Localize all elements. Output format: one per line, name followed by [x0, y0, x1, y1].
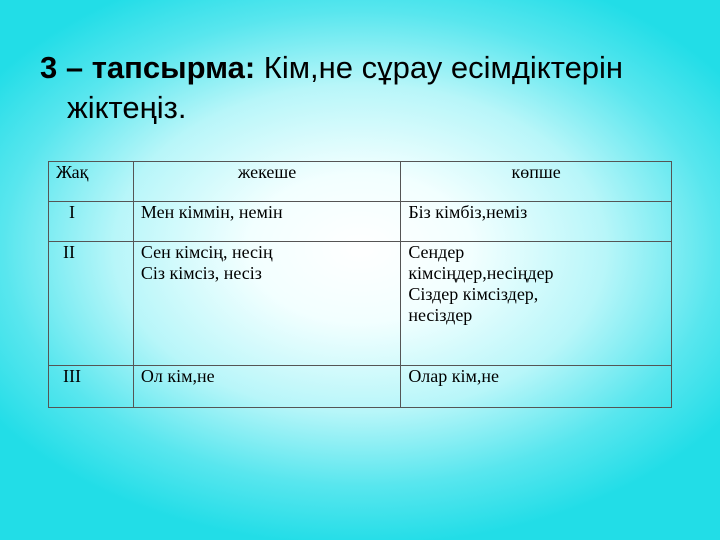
plural-cell — [401, 242, 672, 366]
title-line-1 — [40, 48, 690, 88]
task-title — [40, 48, 690, 128]
singular-cell — [133, 202, 400, 242]
header-plural: көпше — [401, 162, 672, 202]
header-person: Жақ — [49, 162, 134, 202]
singular-line: Мен кіммін, немін — [140, 202, 283, 222]
plural-cell — [401, 366, 672, 408]
person-cell: II — [49, 242, 134, 366]
table-row — [49, 202, 672, 242]
person-cell: I — [49, 202, 134, 242]
plural-line: несіздер — [408, 305, 473, 325]
task-number-label: 3 – тапсырма: — [40, 50, 256, 85]
plural-line: Сендер — [408, 242, 465, 262]
plural-cell — [401, 202, 672, 242]
table-header-row — [49, 162, 672, 202]
singular-cell — [133, 242, 400, 366]
plural-line: кімсіңдер,несіңдер — [408, 263, 554, 283]
task-instruction-part-2: жіктеңіз. — [67, 90, 187, 125]
pronoun-conjugation-table — [48, 161, 672, 408]
singular-cell — [133, 366, 400, 408]
person-cell: III — [49, 366, 134, 408]
table-row — [49, 242, 672, 366]
singular-line: Сіз кімсіз, несіз — [140, 263, 262, 283]
table-row — [49, 366, 672, 408]
singular-line: Ол кім,не — [140, 366, 215, 386]
header-singular: жекеше — [133, 162, 400, 202]
plural-line: Біз кімбіз,неміз — [408, 202, 528, 222]
singular-line: Сен кімсің, несің — [140, 242, 273, 262]
plural-line: Сіздер кімсіздер, — [408, 284, 539, 304]
task-instruction-part-1: Кім,не сұрау есімдіктерін — [255, 50, 624, 85]
plural-line: Олар кім,не — [408, 366, 500, 386]
